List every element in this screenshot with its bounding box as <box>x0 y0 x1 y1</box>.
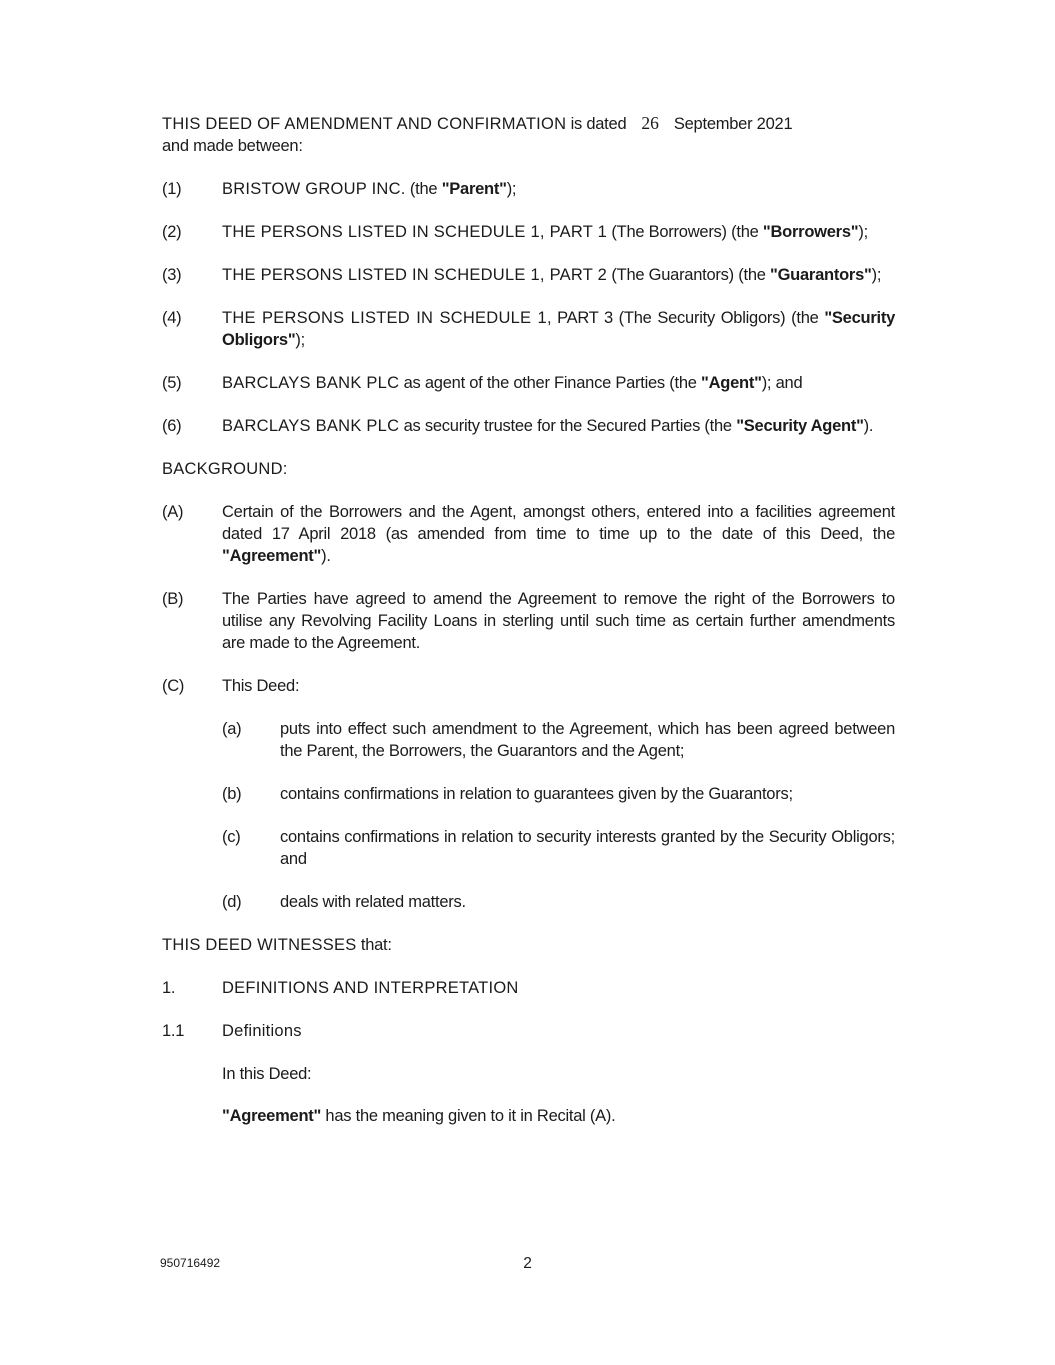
opening-line2: and made between: <box>162 137 303 155</box>
definition-agreement: "Agreement" has the meaning given to it in Recital (A). <box>222 1107 616 1125</box>
party-number: (1) <box>162 180 182 198</box>
party-item-5 <box>162 372 895 394</box>
recital-number: (C) <box>162 677 185 695</box>
party-item-4 <box>162 307 895 351</box>
deed-sub-item-b <box>222 783 895 805</box>
sub-item-text: contains confirmations in relation to security interests granted by the Security Obligors; and <box>280 828 895 868</box>
sub-item-letter: (d) <box>222 893 242 911</box>
recital-number: (B) <box>162 590 184 608</box>
sub-item-letter: (a) <box>222 720 242 738</box>
section-1-1-heading <box>162 1020 895 1042</box>
sub-item-text: deals with related matters. <box>280 893 466 911</box>
party-number: (6) <box>162 417 182 435</box>
subsection-number: 1.1 <box>162 1022 185 1040</box>
party-text: BARCLAYS BANK PLC as security trustee for the Secured Parties (the "Security Agent"). <box>222 417 874 435</box>
party-number: (2) <box>162 223 182 241</box>
opening-line1: THIS DEED OF AMENDMENT AND CONFIRMATION is dated 26 September 2021 <box>162 113 793 133</box>
recital-item-b <box>162 588 895 654</box>
section-title: DEFINITIONS AND INTERPRETATION <box>222 979 519 997</box>
sub-item-text: contains confirmations in relation to guarantees given by the Guarantors; <box>280 785 793 803</box>
recital-item-a <box>162 501 895 567</box>
party-text: THE PERSONS LISTED IN SCHEDULE 1, PART 3 (The Security Obligors) (the "Security Obligors"); <box>222 309 895 349</box>
deed-sub-item-d <box>222 891 895 913</box>
recital-text: The Parties have agreed to amend the Agreement to remove the right of the Borrowers to utilise any Revolving Facility Loans in sterling until such time as certain further amendments are made to the Agreement. <box>222 590 895 652</box>
recital-number: (A) <box>162 503 184 521</box>
definitions-intro: In this Deed: <box>222 1065 312 1083</box>
opening-paragraph <box>162 112 895 157</box>
sub-item-text: puts into effect such amendment to the Agreement, which has been agreed between the Parent, the Borrowers, the Guarantors and the Agent; <box>280 720 895 760</box>
recital-item-c <box>162 675 895 697</box>
sub-item-letter: (c) <box>222 828 241 846</box>
sub-item-letter: (b) <box>222 785 242 803</box>
document-reference-number: 950716492 <box>160 1256 221 1270</box>
party-number: (4) <box>162 309 182 327</box>
section-number: 1. <box>162 979 176 997</box>
party-item-1 <box>162 178 895 200</box>
party-number: (5) <box>162 374 182 392</box>
party-item-6 <box>162 415 895 437</box>
recital-text: This Deed: <box>222 677 300 695</box>
section-1-heading <box>162 977 895 999</box>
deed-sub-item-a <box>222 718 895 762</box>
subsection-title: Definitions <box>222 1022 302 1040</box>
party-number: (3) <box>162 266 182 284</box>
party-text: THE PERSONS LISTED IN SCHEDULE 1, PART 2 (The Guarantors) (the "Guarantors"); <box>222 266 882 284</box>
page-number: 2 <box>523 1255 532 1272</box>
witness-line: THIS DEED WITNESSES that: <box>162 936 392 954</box>
party-item-3 <box>162 264 895 286</box>
document-content <box>162 112 895 1148</box>
party-text: BARCLAYS BANK PLC as agent of the other Finance Parties (the "Agent"); and <box>222 374 803 392</box>
party-item-2 <box>162 221 895 243</box>
deed-sub-item-c <box>222 826 895 870</box>
party-text: BRISTOW GROUP INC. (the "Parent"); <box>222 180 517 198</box>
party-text: THE PERSONS LISTED IN SCHEDULE 1, PART 1 (The Borrowers) (the "Borrowers"); <box>222 223 868 241</box>
recital-text: Certain of the Borrowers and the Agent, amongst others, entered into a facilities agreement dated 17 April 2018 (as amended from time to time up to the date of this Deed, the "Agreement"). <box>222 503 895 565</box>
background-heading: BACKGROUND: <box>162 460 288 478</box>
